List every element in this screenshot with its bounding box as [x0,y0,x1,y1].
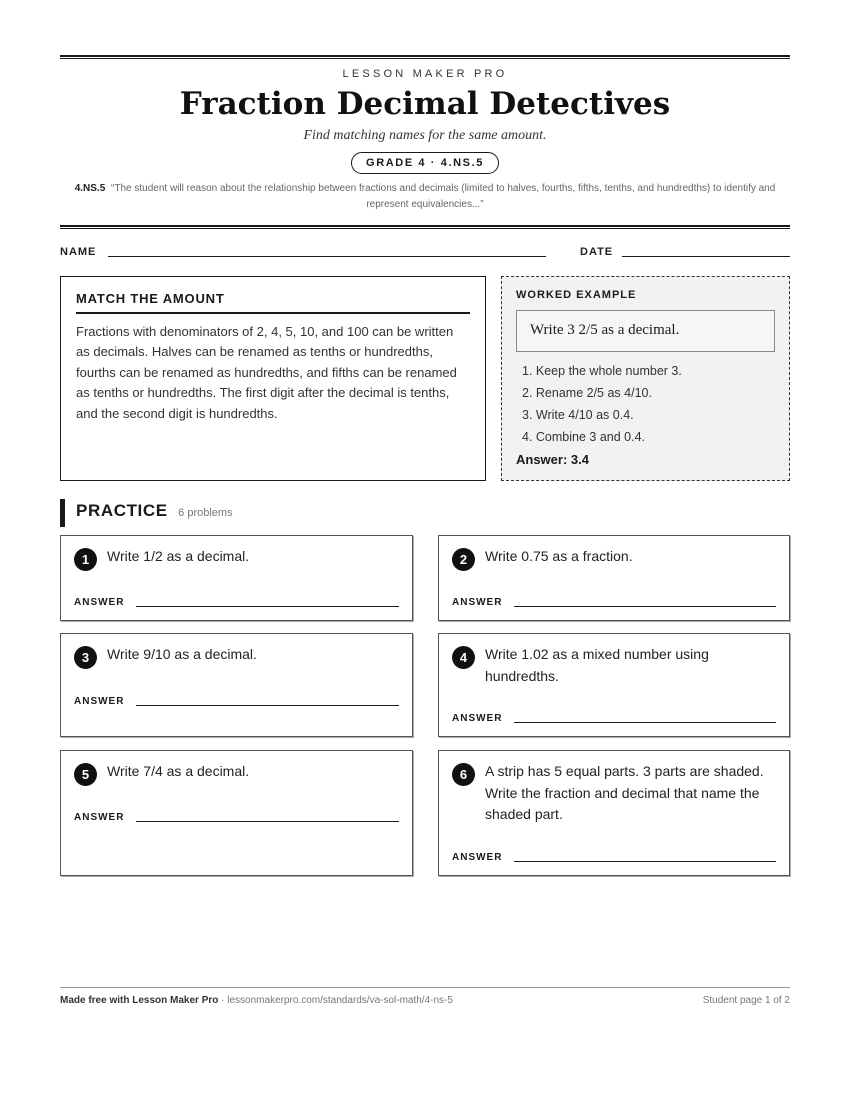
answer-row [74,696,399,708]
practice-title: PRACTICE [76,501,168,520]
answer-label: ANSWER [452,597,503,608]
standard-code: 4.NS.5 [74,183,106,194]
footer-page-number: Student page 1 of 2 [702,995,790,1006]
answer-field-1[interactable] [136,606,399,607]
answer-row [452,713,776,725]
worksheet-page [60,0,790,1100]
answer-row [452,852,776,864]
name-label: NAME [60,246,97,258]
problem-card-6 [438,750,790,876]
answer-field-3[interactable] [136,705,399,706]
answer-label: ANSWER [452,713,503,724]
answer-row [74,812,399,824]
problem-text: Write 1.02 as a mixed number using hundredths. [485,646,709,684]
worked-example-heading: WORKED EXAMPLE [516,289,637,301]
answer-field-4[interactable] [514,722,776,723]
date-label: DATE [580,246,614,258]
worksheet-subtitle: Find matching names for the same amount. [303,128,547,143]
practice-heading [60,499,233,527]
problem-card-1 [60,535,413,621]
answer-field-5[interactable] [136,821,399,822]
worked-example-step: 1. Keep the whole number 3. [522,364,682,378]
problem-text: Write 7/4 as a decimal. [107,763,250,779]
header-divider [60,225,790,229]
problem-text: A strip has 5 equal parts. 3 parts are shaded. Write the fraction and decimal that name the shaded part. [485,763,764,822]
brand-name: LESSON MAKER PRO [342,68,508,80]
answer-label: ANSWER [74,597,125,608]
worked-example-answer: Answer: 3.4 [516,452,589,467]
answer-label: ANSWER [74,696,125,707]
footer-divider [60,987,790,988]
top-divider [60,55,790,59]
problem-number-badge: 6 [452,763,475,786]
grade-badge: GRADE 4 · 4.NS.5 [351,152,499,174]
problem-card-4 [438,633,790,737]
worked-example-step: 2. Rename 2/5 as 4/10. [522,386,652,400]
standard-text: “The student will reason about the relationship between fractions and decimals (limited to halves, fourths, fifths, tenths, and hundredths) to identify and represent equivalencies...” [111,183,776,210]
problem-text: Write 0.75 as a fraction. [485,548,633,564]
worked-example-step: 3. Write 4/10 as 0.4. [522,408,634,422]
match-the-amount-box [60,276,486,481]
answer-field-2[interactable] [514,606,776,607]
date-field[interactable] [622,256,790,257]
problem-text: Write 1/2 as a decimal. [107,548,250,564]
footer-credit [60,995,453,1006]
problem-text: Write 9/10 as a decimal. [107,646,257,662]
answer-label: ANSWER [74,812,125,823]
match-text: Fractions with denominators of 2, 4, 5, 10, and 100 can be written as decimals. Halves can be renamed as tenths or hundredths, fourths can be renamed as hundredths, and fifths can be renamed as tenths or hundredths. The first digit after the decimal is tenths, and the second digit is hundredths. [76,324,457,421]
problem-number-badge: 1 [74,548,97,571]
match-heading: MATCH THE AMOUNT [76,291,470,314]
answer-field-6[interactable] [514,861,776,862]
standard-description [60,181,790,213]
worked-example-box [501,276,790,481]
footer-made-with: Made free with Lesson Maker Pro [60,995,219,1006]
problem-card-3 [60,633,413,737]
problem-number-badge: 4 [452,646,475,669]
problem-card-2 [438,535,790,621]
answer-row [452,597,776,609]
answer-label: ANSWER [452,852,503,863]
name-field[interactable] [108,256,546,257]
worked-example-prompt: Write 3 2/5 as a decimal. [516,310,775,352]
worksheet-title: Fraction Decimal Detectives [179,86,671,122]
problem-card-5 [60,750,413,876]
problem-number-badge: 2 [452,548,475,571]
worked-example-step: 4. Combine 3 and 0.4. [522,430,645,444]
answer-row [74,597,399,609]
name-date-row [60,245,790,261]
worked-example-steps [516,360,775,448]
footer-url[interactable]: · lessonmakerpro.com/standards/va-sol-math/4-ns-5 [218,995,453,1006]
problem-number-badge: 3 [74,646,97,669]
practice-count: 6 problems [178,507,233,519]
problem-number-badge: 5 [74,763,97,786]
